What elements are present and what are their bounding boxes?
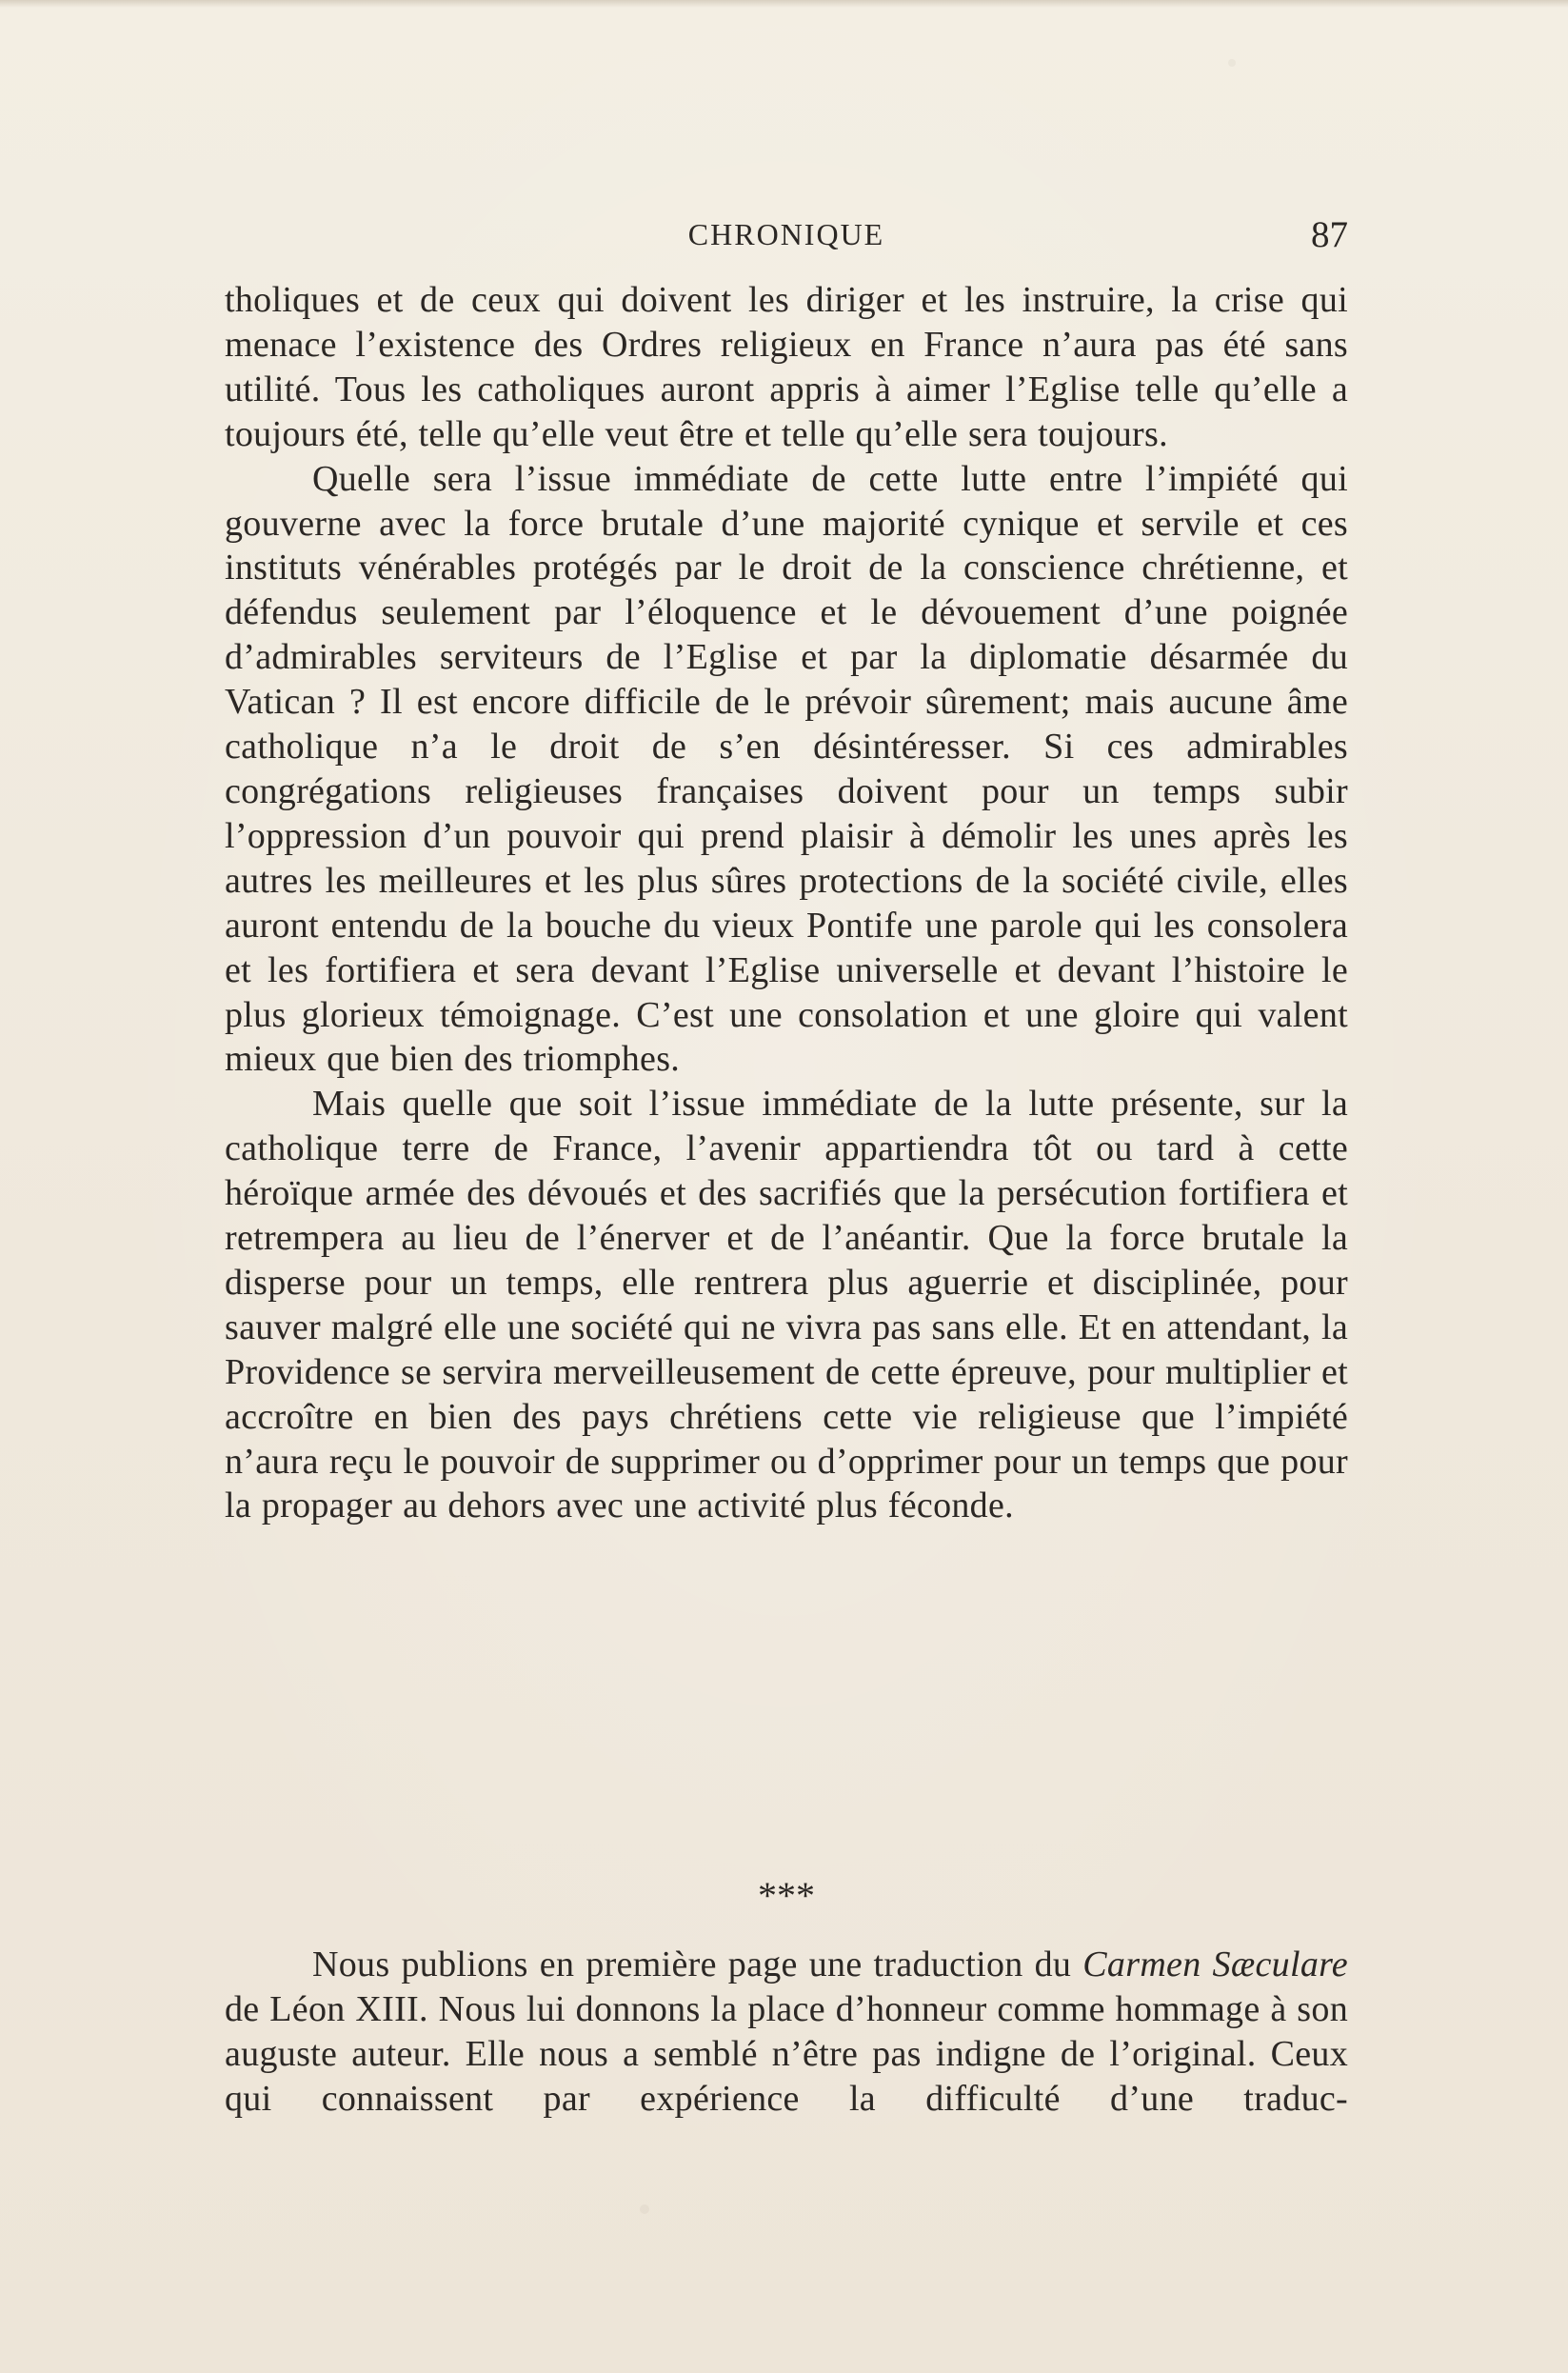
page-top-edge [0,0,1568,8]
paragraph-4 [225,1943,1348,2122]
paragraph-4-rest: de Léon XIII. Nous lui donnons la place d’honneur comme hommage à son auguste auteur. Elle nous a semblé n’être pas indigne de l’original. Ceux qui connaissent par expérience la difficulté d’une traduc- [225,1988,1348,2119]
paragraph-3: Mais quelle que soit l’issue immédiate de la lutte présente, sur la catholique terre de France, l’avenir appartiendra tôt ou tard à cette héroïque armée des dévoués et des sacrifiés que la persécution fortifiera et retrempera au lieu de l’énerver et de l’anéantir. Que la force brutale la disperse pour un temps, elle rentrera plus aguerrie et disciplinée, pour sauver malgré elle une société qui ne vivra pas sans elle. Et en attendant, la Providence se servira merveilleusement de cette épreuve, pour multiplier et accroître en bien des pays chrétiens cette vie religieuse que l’impiété n’aura reçu le pouvoir de supprimer ou d’opprimer pour un temps que pour la propager au dehors avec une activité plus féconde. [225,1084,1348,1526]
paper-stain [640,2204,649,2214]
final-section [225,1943,1348,2122]
page-header [225,213,1348,270]
main-text [225,278,1348,1528]
section-separator: *** [758,1874,815,1917]
paragraph-2: Quelle sera l’issue immédiate de cette lutte entre l’impiété qui gouverne avec la force brutale d’une majorité cynique et servile et ces instituts vénérables protégés par le droit de la conscience chrétienne, et défendus seulement par l’éloquence et le dévouement d’une poignée d’admirables serviteurs de l’Eglise et par la diplomatie désarmée du Vatican ? Il est encore difficile de le prévoir sûrement; mais aucune âme catholique n’a le droit de s’en désintéresser. Si ces admirables congrégations religieuses françaises doivent pour un temps subir l’oppression d’un pouvoir qui prend plaisir à démolir les unes après les autres les meilleures et les plus sûres protections de la société civile, elles auront entendu de la bouche du vieux Pontife une parole qui les consolera et les fortifiera et sera devant l’Eglise universelle et devant l’histoire le plus glorieux témoignage. C’est une consolation et une gloire qui valent mieux que bien des triomphes. [225,458,1348,1080]
paragraph-4-intro: Nous publions en première page une traduction du [312,1944,1072,1984]
page-number: 87 [1311,214,1348,255]
running-head: CHRONIQUE [687,217,885,251]
italic-title: Carmen Sæculare [1082,1944,1348,1984]
paper-stain [1228,59,1236,67]
paragraph-1: tholiques et de ceux qui doivent les diriger et les instruire, la crise qui menace l’existence des Ordres religieux en France n’aura pas été sans utilité. Tous les catholiques auront appris à aimer l’Eglise telle qu’elle a toujours été, telle qu’elle veut être et telle qu’elle sera toujours. [225,280,1348,454]
